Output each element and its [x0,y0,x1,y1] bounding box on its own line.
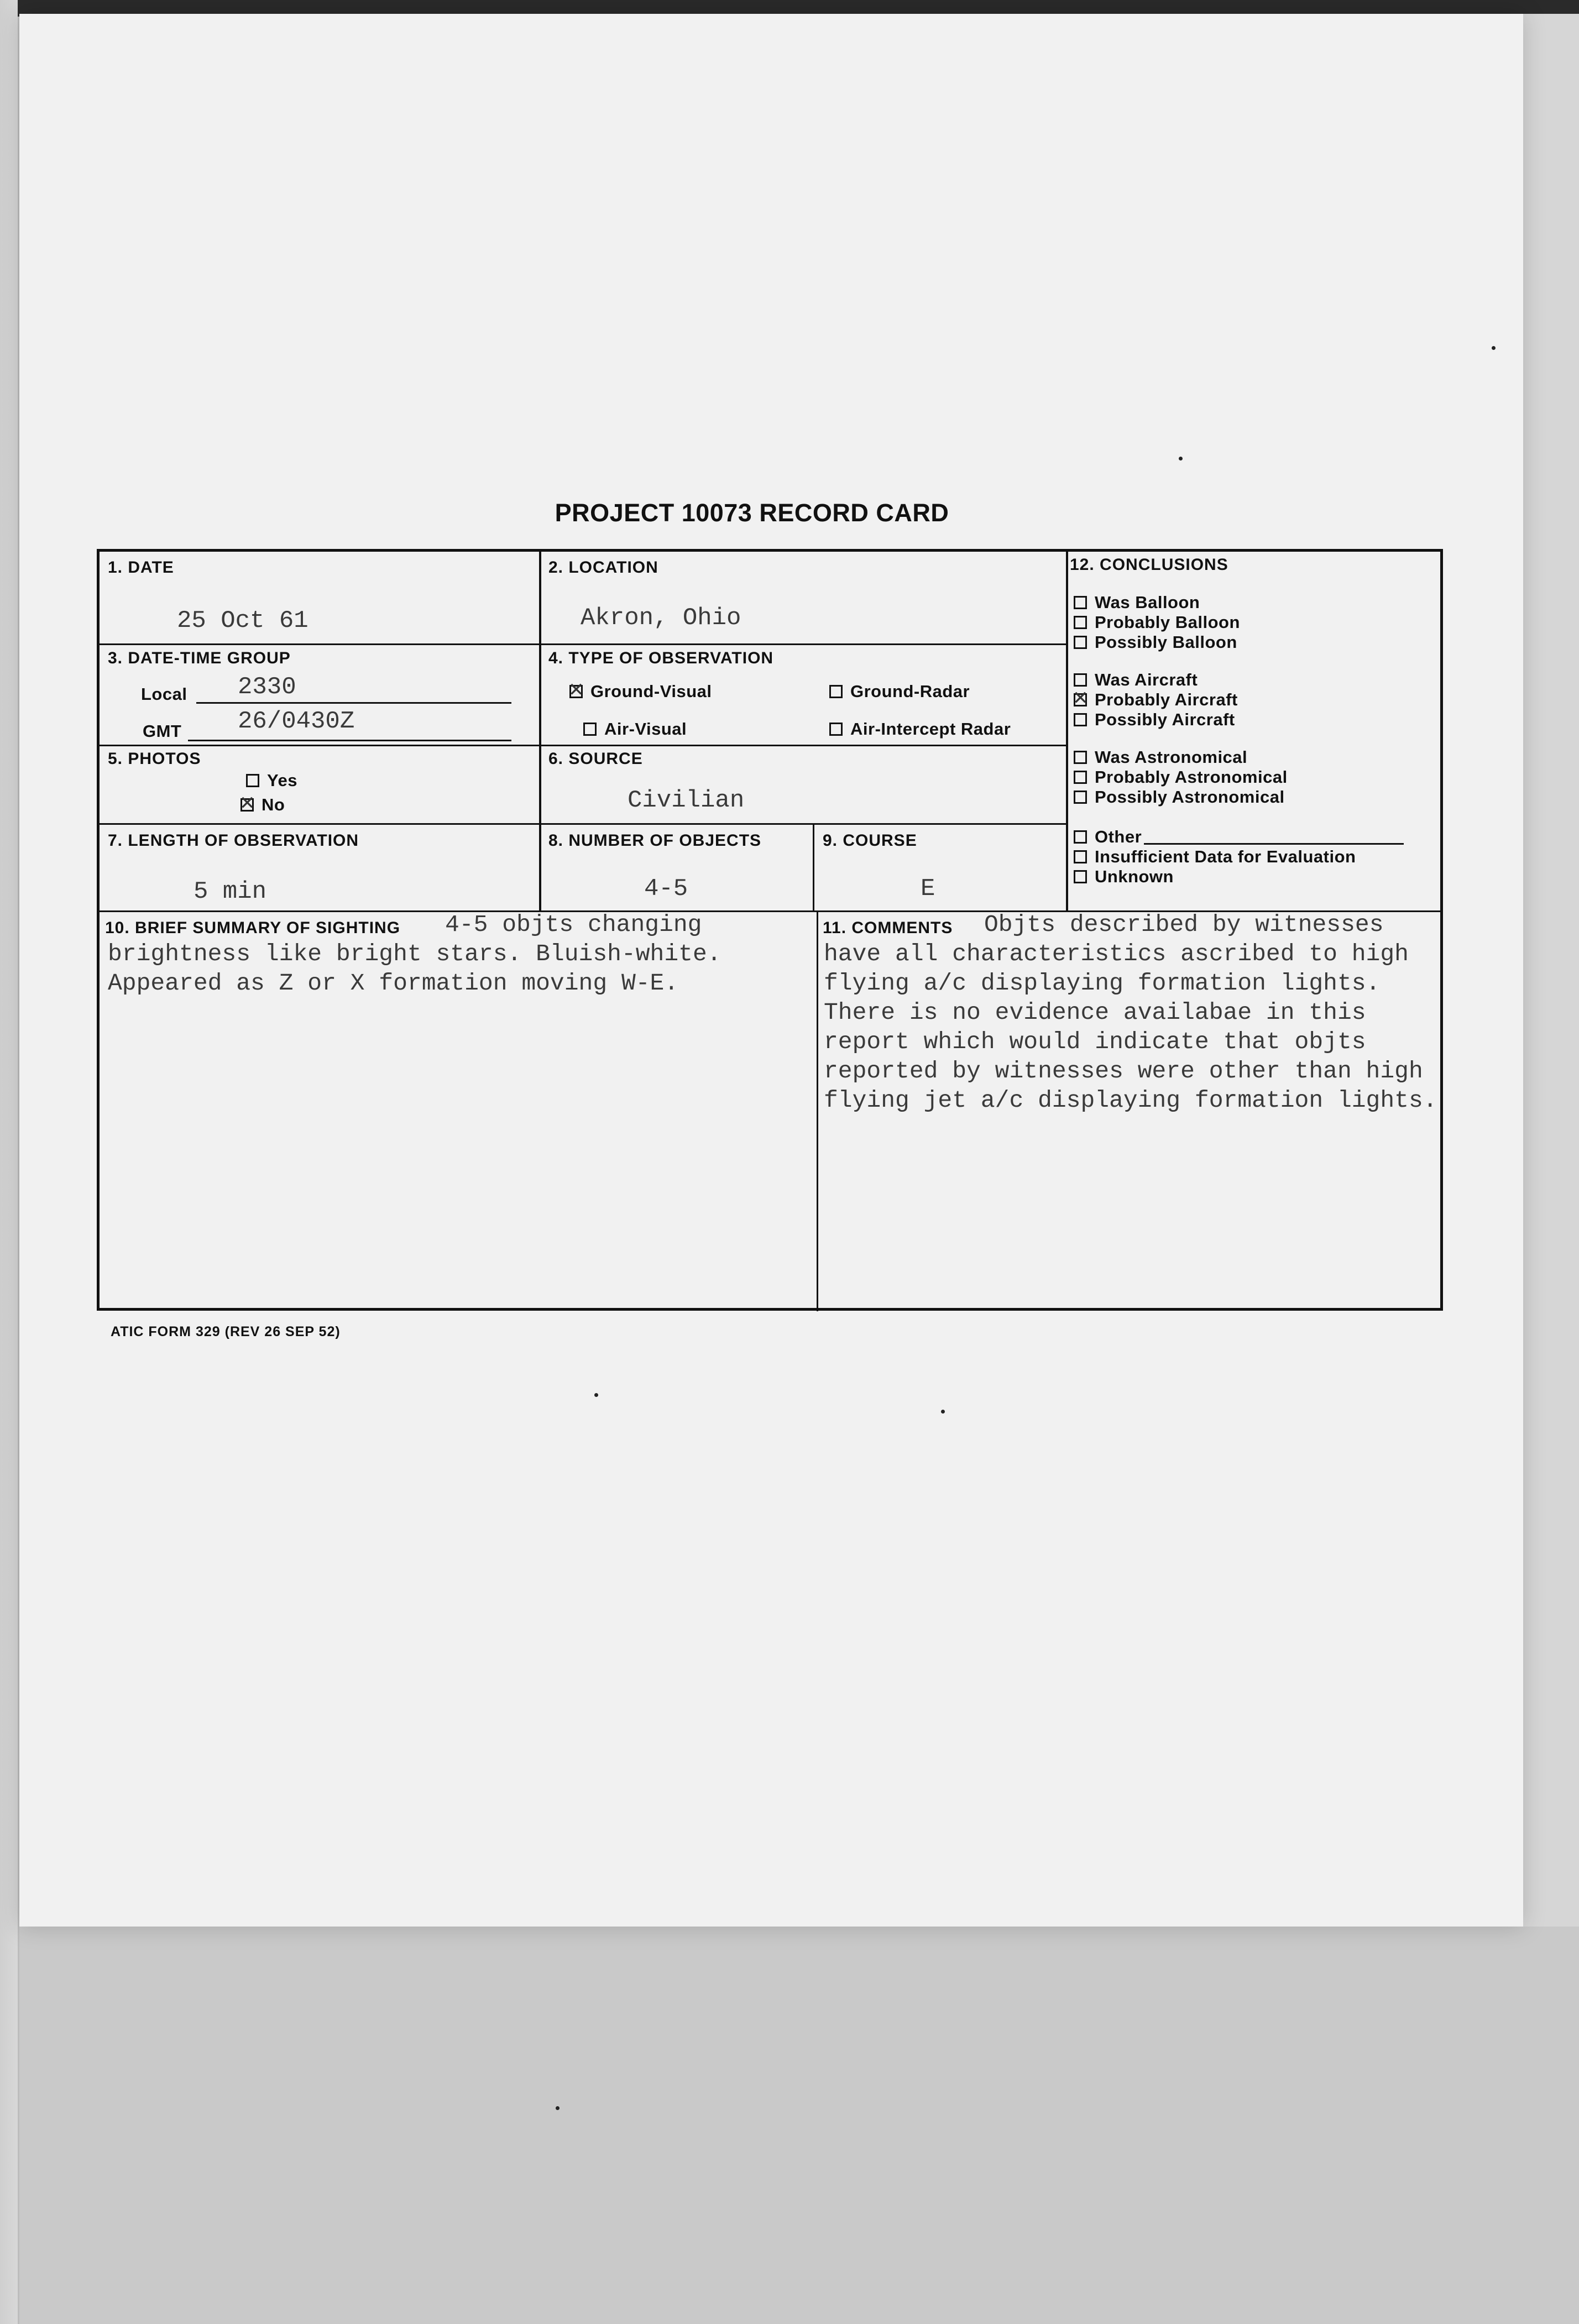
checkbox-icon [829,723,843,736]
comments-line: reported by witnesses were other than high [824,1058,1423,1085]
date-value: 25 Oct 61 [177,607,309,635]
divider [100,823,1067,825]
course-value: E [921,875,935,903]
checkbox-checked-icon [569,685,583,698]
observation-type-label: 4. TYPE OF OBSERVATION [548,649,774,667]
photos-label: 5. PHOTOS [108,750,201,768]
number-of-objects-label: 8. NUMBER OF OBJECTS [548,831,762,850]
length-label: 7. LENGTH OF OBSERVATION [108,831,359,850]
date-label: 1. DATE [108,558,174,577]
other-underline [1144,830,1404,845]
divider [1066,552,1068,911]
comments-line: Objts described by witnesses [984,911,1384,938]
divider [100,643,1067,645]
checkbox-icon [1074,616,1087,629]
film-speck [941,1410,945,1414]
summary-line: brightness like bright stars. Bluish-white. [108,940,721,967]
photos-option-no[interactable]: ✕ No [240,795,285,815]
checkbox-icon [1074,636,1087,649]
conclusion-probably-astronomical[interactable]: Probably Astronomical [1074,767,1288,787]
conclusion-possibly-balloon[interactable]: Possibly Balloon [1074,632,1237,652]
divider [813,823,814,912]
source-value: Civilian [628,787,745,814]
course-label: 9. COURSE [823,831,917,850]
gmt-value: 26/0430Z [238,708,355,735]
option-air-intercept-radar[interactable]: Air-Intercept Radar [829,719,1011,739]
comments-line: There is no evidence availabae in this [824,999,1366,1026]
gmt-label: GMT [143,721,182,741]
scan-margin-bottom [19,1927,1579,2324]
checkbox-icon [1074,850,1087,863]
comments-label: 11. COMMENTS [823,919,953,937]
dtg-label: 3. DATE-TIME GROUP [108,649,291,667]
gmt-underline [188,740,511,741]
checkbox-icon [1074,713,1087,726]
conclusion-insufficient-data[interactable]: Insufficient Data for Evaluation [1074,847,1356,867]
option-ground-radar[interactable]: Ground-Radar [829,682,970,702]
checkbox-icon [1074,791,1087,804]
conclusion-possibly-astronomical[interactable]: Possibly Astronomical [1074,787,1285,807]
conclusion-unknown[interactable]: Unknown [1074,867,1174,887]
comments-line: report which would indicate that objts [824,1028,1366,1055]
photos-option-yes[interactable]: Yes [246,771,297,791]
form-id: ATIC FORM 329 (REV 26 SEP 52) [111,1324,341,1339]
local-value: 2330 [238,673,296,701]
source-label: 6. SOURCE [548,750,643,768]
divider [100,745,1067,746]
local-underline [196,702,511,704]
checkbox-checked-icon [1074,693,1087,706]
option-air-visual[interactable]: Air-Visual [583,719,687,739]
conclusion-probably-aircraft[interactable]: ✕ Probably Aircraft [1074,690,1238,710]
checkbox-icon [1074,673,1087,687]
conclusion-was-balloon[interactable]: Was Balloon [1074,593,1200,613]
location-value: Akron, Ohio [581,604,741,632]
film-speck [1492,346,1496,350]
conclusion-other[interactable]: Other [1074,827,1404,847]
conclusion-probably-balloon[interactable]: Probably Balloon [1074,613,1240,632]
divider [817,910,818,1311]
summary-line: 4-5 objts changing [445,911,702,938]
comments-line: flying jet a/c displaying formation lights. [824,1087,1437,1114]
conclusion-possibly-aircraft[interactable]: Possibly Aircraft [1074,710,1235,730]
film-speck [594,1393,598,1397]
checkbox-icon [246,774,259,787]
local-label: Local [141,684,187,704]
comments-line: have all characteristics ascribed to high [824,940,1409,967]
conclusions-label: 12. CONCLUSIONS [1070,556,1228,574]
option-ground-visual[interactable]: ✕ Ground-Visual [569,682,712,702]
record-card [97,549,1443,1311]
checkbox-icon [1074,870,1087,883]
number-of-objects-value: 4-5 [644,875,688,903]
summary-label: 10. BRIEF SUMMARY OF SIGHTING [105,919,401,937]
conclusion-was-astronomical[interactable]: Was Astronomical [1074,747,1247,767]
film-speck [1179,457,1183,460]
checkbox-icon [583,723,597,736]
checkbox-icon [829,685,843,698]
comments-line: flying a/c displaying formation lights. [824,970,1381,997]
scan-margin-right [1523,14,1579,1927]
checkbox-icon [1074,596,1087,609]
page-title: PROJECT 10073 RECORD CARD [555,499,949,527]
checkbox-icon [1074,771,1087,784]
checkbox-icon [1074,751,1087,764]
film-speck [556,2106,560,2110]
length-value: 5 min [194,878,267,905]
summary-line: Appeared as Z or X formation moving W-E. [108,970,679,997]
divider [539,552,541,911]
film-frame-left [0,0,18,2324]
checkbox-icon [1074,830,1087,844]
conclusion-was-aircraft[interactable]: Was Aircraft [1074,670,1198,690]
checkbox-checked-icon [240,798,254,812]
location-label: 2. LOCATION [548,558,658,577]
